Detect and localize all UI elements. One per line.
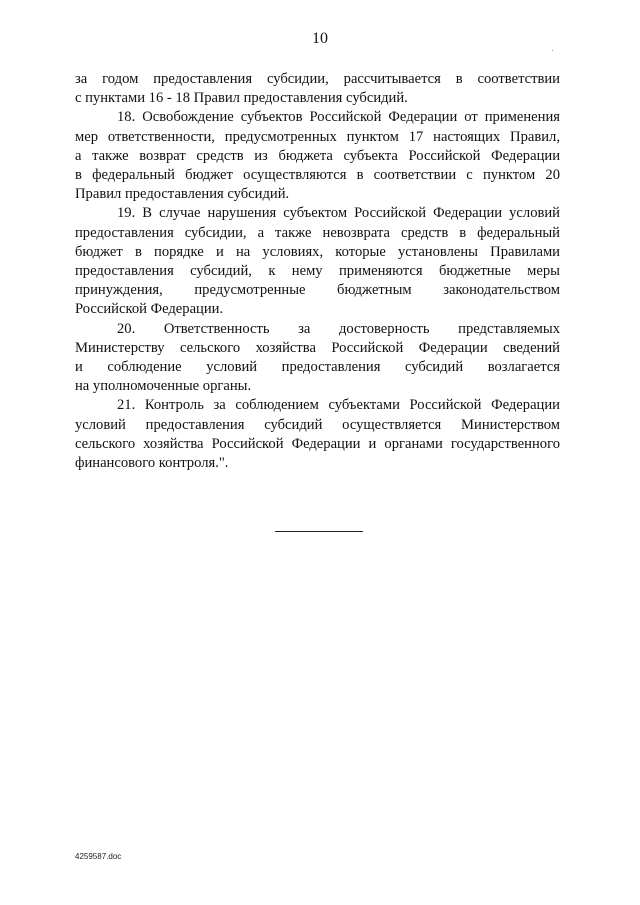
text-line: 21. Контроль за соблюдением субъектами Российской Федерации <box>117 397 560 414</box>
text-line: предоставления субсидии, а также невозврата средств в федеральный <box>75 224 560 241</box>
text-line: финансового контроля.". <box>75 455 229 472</box>
text-line: за годом предоставления субсидии, рассчитывается в соответствии <box>75 71 560 87</box>
text-line: бюджет в порядке и на условиях, которые установлены Правилами <box>75 243 560 260</box>
text-line: Министерству сельского хозяйства Российской Федерации сведений <box>75 339 560 356</box>
text-line: 20. Ответственность за достоверность представляемых <box>117 320 560 337</box>
paragraph-21 <box>75 396 560 473</box>
text-line: принуждения, предусмотренные бюджетным законодательством <box>75 282 560 299</box>
text-line: условий предоставления субсидий осуществляется Министерством <box>75 416 560 433</box>
text-line: предоставления субсидий, к нему применяются бюджетные меры <box>75 263 560 280</box>
scan-artifact <box>552 50 553 51</box>
paragraph-18 <box>75 108 560 204</box>
end-separator-line <box>275 531 363 532</box>
text-line: 19. В случае нарушения субъектом Российской Федерации условий <box>117 205 560 222</box>
text-line: с пунктами 16 - 18 Правил предоставления субсидий. <box>75 90 408 107</box>
text-line: мер ответственности, предусмотренных пунктом 17 настоящих Правил, <box>75 128 560 145</box>
footer-file-name: 4259587.doc <box>75 852 122 861</box>
paragraph-19 <box>75 204 560 319</box>
paragraph-20 <box>75 320 560 397</box>
text-line: а также возврат средств из бюджета субъекта Российской Федерации <box>75 147 560 164</box>
text-line: в федеральный бюджет осуществляются в соответствии с пунктом 20 <box>75 167 560 184</box>
paragraph-17-continuation <box>75 70 560 108</box>
text-line: Правил предоставления субсидий. <box>75 186 290 203</box>
text-line: 18. Освобождение субъектов Российской Федерации от применения <box>117 109 560 126</box>
text-line: Российской Федерации. <box>75 301 224 318</box>
page-number: 10 <box>312 30 328 47</box>
document-body <box>75 70 560 473</box>
text-line: и соблюдение условий предоставления субсидий возлагается <box>75 359 560 376</box>
text-line: сельского хозяйства Российской Федерации и органами государственного <box>75 435 560 452</box>
text-line: на уполномоченные органы. <box>75 378 252 395</box>
